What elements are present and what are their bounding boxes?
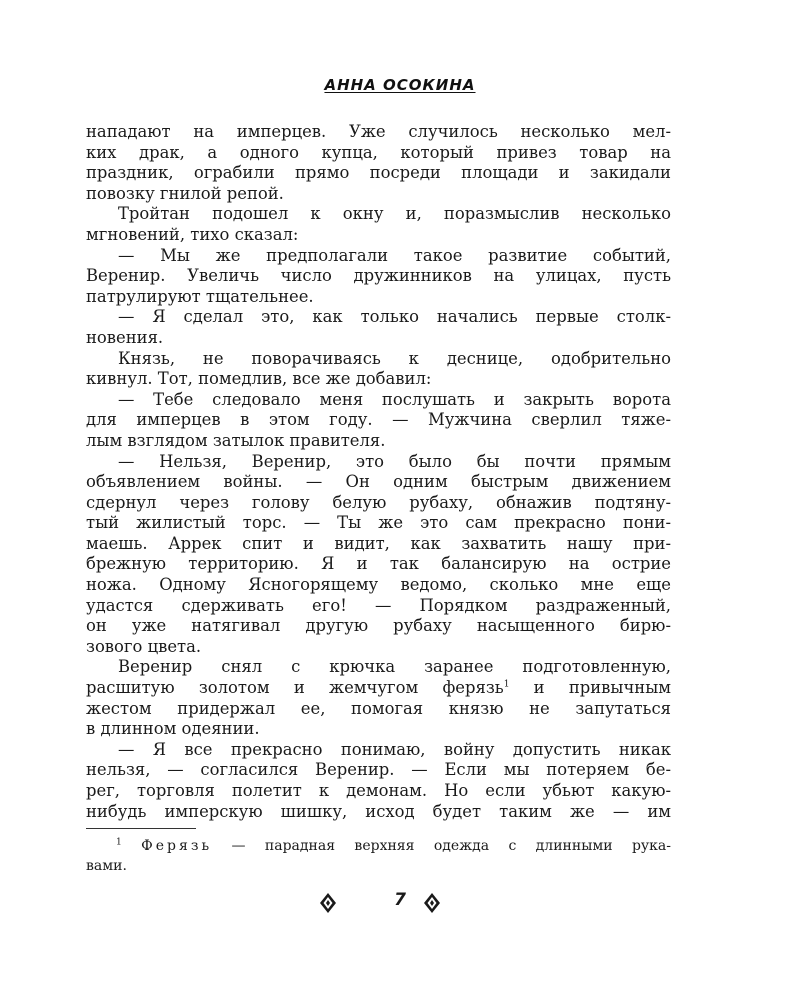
footnote-ref: 1 <box>503 679 510 690</box>
text-line: Веренир. Увеличь число дружинников на улицах, пусть <box>86 266 671 286</box>
text-line: — Я сделал это, как только начались первые столк- <box>118 307 671 327</box>
text-line: новения. <box>86 327 164 347</box>
text-line: повозку гнилой репой. <box>86 183 284 203</box>
text-line: нельзя, — согласился Веренир. — Если мы потеряем бе- <box>86 760 671 780</box>
text-line: ких драк, а одного купца, который привез товар на <box>86 142 671 162</box>
text-line: Веренир снял с крючка заранее подготовленную, <box>118 657 671 677</box>
text-line: праздник, ограбили прямо посреди площади и закидали <box>86 163 671 183</box>
text-line: — Нельзя, Веренир, это было бы почти прямым <box>118 451 671 471</box>
text-line: — Я все прекрасно понимаю, войну допустить никак <box>118 739 671 759</box>
text-line: зового цвета. <box>86 636 202 656</box>
text-line: маешь. Аррек спит и видит, как захватить нашу при- <box>86 533 671 553</box>
text-line: нибудь имперскую шишку, исход будет таким же — им <box>86 801 671 821</box>
text-line: тый жилистый торс. — Ты же это сам прекрасно пони- <box>86 513 671 533</box>
footnote-definition: — парадная верхняя одежда с длинными рука- <box>212 838 671 854</box>
footnote-divider <box>86 828 196 829</box>
text-line-part: расшитую золотом и жемчугом ферязь <box>86 678 504 698</box>
text-line: брежную территорию. Я и так балансирую на острие <box>86 554 671 574</box>
text-line: нападают на имперцев. Уже случилось несколько мел- <box>86 122 671 141</box>
text-line: в длинном одеянии. <box>86 719 260 739</box>
text-line: рег, торговля полетит к демонам. Но если убьют какую- <box>86 781 671 800</box>
text-line: удастся сдерживать его! — Порядком раздраженный, <box>86 595 671 615</box>
running-header: АННА ОСОКИНА <box>324 76 476 94</box>
text-line: жестом придержал ее, помогая князю не запутаться <box>86 698 671 718</box>
text-line: мгновений, тихо сказал: <box>86 224 299 244</box>
footnote-line: вами. <box>86 858 127 874</box>
footnote-marker: 1 <box>116 837 122 848</box>
text-line: для имперцев в этом году. — Мужчина сверлил тяже- <box>86 410 671 430</box>
text-line: кивнул. Тот, помедлив, все же добавил: <box>86 369 432 389</box>
text-line: Тройтан подошел к окну и, поразмыслив несколько <box>118 204 671 224</box>
body-text <box>86 122 671 822</box>
text-line: — Тебе следовало меня послушать и закрыть ворота <box>118 389 671 409</box>
text-line: объявлением войны. — Он одним быстрым движением <box>86 472 671 492</box>
footnote <box>86 836 671 876</box>
text-line-part: и привычным <box>533 678 672 698</box>
text-line-with-footnote <box>86 678 671 699</box>
text-line: сдернул через голову белую рубаху, обнажив подтяну- <box>86 492 671 512</box>
text-line: — Мы же предполагали такое развитие событий, <box>118 245 671 265</box>
text-line: лым взглядом затылок правителя. <box>86 430 386 450</box>
text-line: он уже натягивал другую рубаху насыщенного бирю- <box>86 616 671 636</box>
text-line: патрулируют тщательнее. <box>86 286 314 306</box>
text-line: ножа. Одному Ясногорящему ведомо, сколько мне еще <box>86 575 671 595</box>
footnote-line <box>86 836 671 856</box>
diamond-ornament-icon <box>423 892 441 914</box>
footnote-term: Ферязь <box>141 838 213 854</box>
page-number: 7 <box>394 890 406 910</box>
text-line: Князь, не поворачиваясь к деснице, одобрительно <box>118 348 671 368</box>
